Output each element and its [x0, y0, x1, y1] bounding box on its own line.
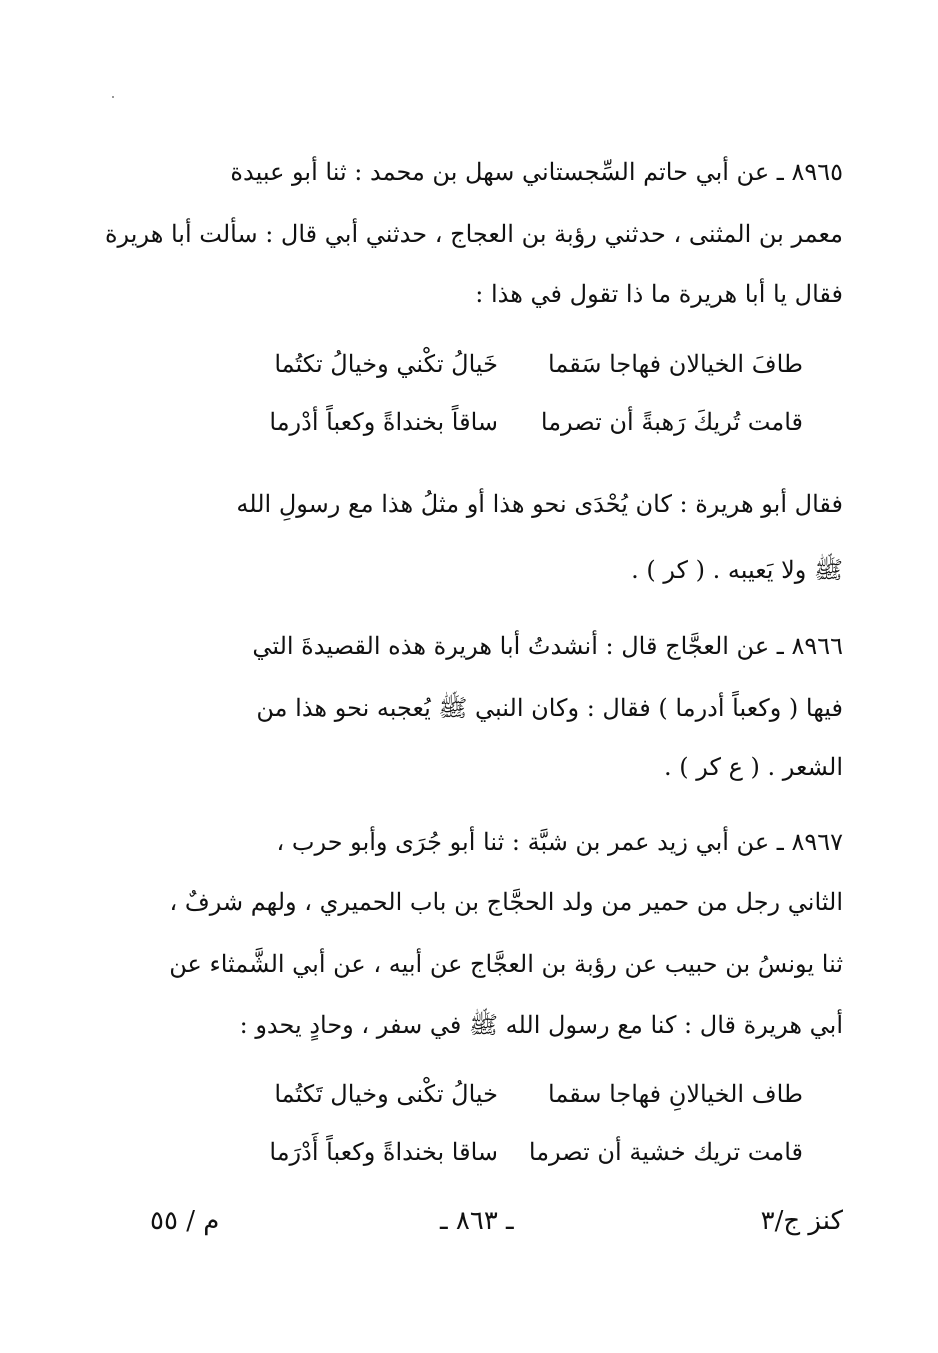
para3-line2: فيها ( وكعباً أدرما ) فقال : وكان النبي ﷺ يُعجبه نحو هذا من: [256, 694, 843, 722]
poem1-line2-second-hemistich: ساقاً بخنداةً وكعباً أدْرما: [269, 408, 498, 436]
para3-line3: الشعر . ( ع كر ) .: [664, 753, 843, 781]
poem1-line1-first-hemistich: طافَ الخيالان فهاجا سَقما: [548, 350, 803, 378]
para4-line2: الثاني رجل من حمير من ولد الحجَّاج بن باب الحميري ، ولهم شرفٌ ،: [169, 888, 843, 916]
poem1-line1-second-hemistich: خَيالُ تكْني وخيالُ تكتُما: [274, 350, 498, 378]
para3-line1: ٨٩٦٦ ـ عن العجَّاج قال : أنشدتُ أبا هريرة هذه القصيدةَ التي: [252, 632, 843, 660]
footer-signature: م / ٥٥: [150, 1206, 220, 1236]
poem2-line1-second-hemistich: خيالُ تكْنى وخيال تَكتُما: [274, 1080, 498, 1108]
para1-line2: معمر بن المثنى ، حدثني رؤبة بن العجاج ، حدثني أبي قال : سألت أبا هريرة: [104, 220, 843, 248]
poem2-line2-first-hemistich: قامت تريك خشية أن تصرما: [528, 1138, 803, 1166]
para4-line4: أبي هريرة قال : كنا مع رسول الله ﷺ في سفر ، وحادٍ يحدو :: [239, 1011, 843, 1039]
para4-line1: ٨٩٦٧ ـ عن أبي زيد عمر بن شبَّة : ثنا أبو جُرَى وأبو حرب ،: [276, 828, 843, 856]
footer-volume-ref: كنز ج/٣: [760, 1206, 843, 1236]
para1-line3: فقال يا أبا هريرة ما ذا تقول في هذا :: [475, 280, 843, 308]
page-number: ـ ٨٦٣ ـ: [440, 1206, 514, 1236]
poem1-line2-first-hemistich: قامت تُريكَ رَهبةً أن تصرما: [540, 408, 803, 436]
poem2-line2-second-hemistich: ساقا بخنداةً وكعباً أَدْرَما: [269, 1138, 498, 1166]
scan-speck: [112, 96, 114, 98]
para4-line3: ثنا يونسُ بن حبيب عن رؤبة بن العجَّاج عن أبيه ، عن أبي الشَّمثاء عن: [169, 950, 843, 978]
poem2-line1-first-hemistich: طاف الخيالانِ فهاجا سقما: [548, 1080, 803, 1108]
para2-line2: ﷺ ولا يَعيبه . ( كر ) .: [631, 556, 843, 584]
para1-line1: ٨٩٦٥ ـ عن أبي حاتم السِّجستاني سهل بن محمد : ثنا أبو عبيدة: [230, 158, 843, 186]
para2-line1: فقال أبو هريرة : كان يُحْدَى نحو هذا أو مثلُ هذا مع رسولِ الله: [236, 490, 843, 518]
